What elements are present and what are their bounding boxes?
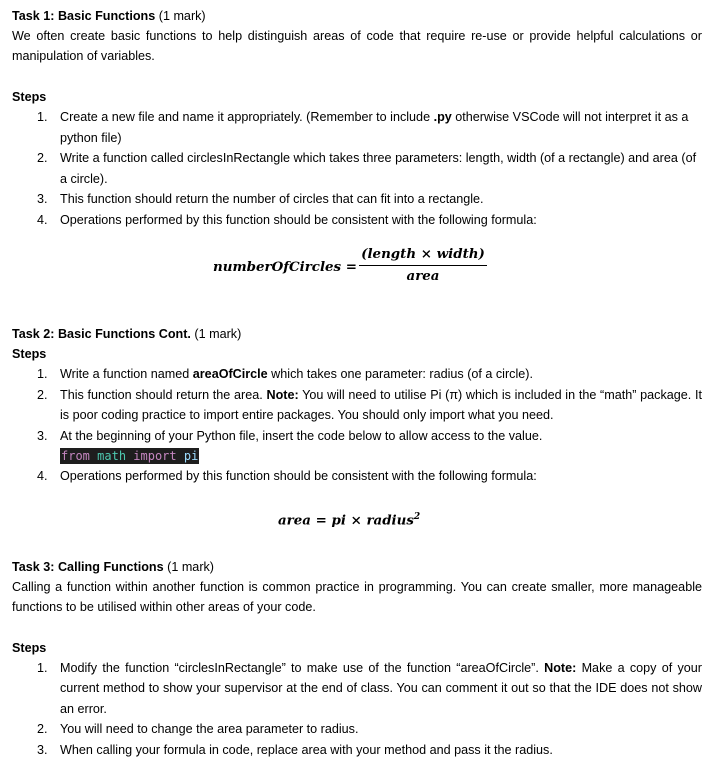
circles-formula xyxy=(12,244,702,294)
task-3-steps-list xyxy=(12,658,702,760)
formula-denominator: area xyxy=(359,266,487,286)
task-1-step-4: 4. Operations performed by this function should be consistent with the following formula: xyxy=(12,210,702,231)
task-3-section xyxy=(12,557,702,760)
task-2-section xyxy=(12,324,702,528)
task-1-steps-heading: Steps xyxy=(12,87,702,107)
task-3-step-1: 1. Modify the function “circlesInRectangle” to make use of the function “areaOfCircle”. Note: Make a copy of your current method to show your supervisor at the end of class. You can comment it out so that the IDE does not show an error. xyxy=(12,658,702,720)
task-2-step-1: 1. Write a function named areaOfCircle which takes one parameter: radius (of a circle). xyxy=(12,364,702,385)
area-formula: area = pi × radius$^2$ xyxy=(12,506,702,528)
task-1-intro: We often create basic functions to help distinguish areas of code that require re-use or provide helpful calculations or manipulation of variables. xyxy=(12,26,702,66)
task-3-title: Task 3: Calling Functions (1 mark) xyxy=(12,557,702,577)
formula-lhs: numberOfCircles = xyxy=(213,259,357,275)
task-1-title: Task 1: Basic Functions (1 mark) xyxy=(12,6,702,26)
task-2-step-2: 2. This function should return the area. Note: You will need to utilise Pi (π) which is included in the “math” package. It is poor coding practice to import entire packages. You should only import what you need. xyxy=(12,385,702,426)
task-3-intro: Calling a function within another function is common practice in programming. You can create smaller, more manageable functions to be utilised within other areas of your code. xyxy=(12,577,702,617)
task-1-step-3: 3. This function should return the number of circles that can fit into a rectangle. xyxy=(12,189,702,210)
task-1-section xyxy=(12,6,702,294)
task-1-step-2: 2. Write a function called circlesInRectangle which takes three parameters: length, width (of a rectangle) and area (of a circle). xyxy=(12,148,702,189)
task-1-steps-list xyxy=(12,107,702,230)
task-2-steps-list-cont xyxy=(12,466,702,487)
task-2-steps-heading: Steps xyxy=(12,344,702,364)
task-3-step-3: 3. When calling your formula in code, replace area with your method and pass it the radius. xyxy=(12,740,702,760)
task-2-step-3: 3. At the beginning of your Python file, insert the code below to allow access to the value. xyxy=(12,426,702,447)
task-2-steps-list xyxy=(12,364,702,446)
task-2-step-4: 4. Operations performed by this function should be consistent with the following formula: xyxy=(12,466,702,487)
formula-fraction xyxy=(359,244,487,286)
task-3-step-2: 2. You will need to change the area parameter to radius. xyxy=(12,719,702,740)
task-2-title: Task 2: Basic Functions Cont. (1 mark) xyxy=(12,324,702,344)
import-code-snippet: from math import pi xyxy=(60,448,199,464)
task-1-step-1: 1. Create a new file and name it appropriately. (Remember to include .py otherwise VSCode will not interpret it as a python file) xyxy=(12,107,702,148)
formula-numerator: (length × width) xyxy=(359,244,487,266)
document-page xyxy=(12,6,702,760)
task-3-steps-heading: Steps xyxy=(12,638,702,658)
